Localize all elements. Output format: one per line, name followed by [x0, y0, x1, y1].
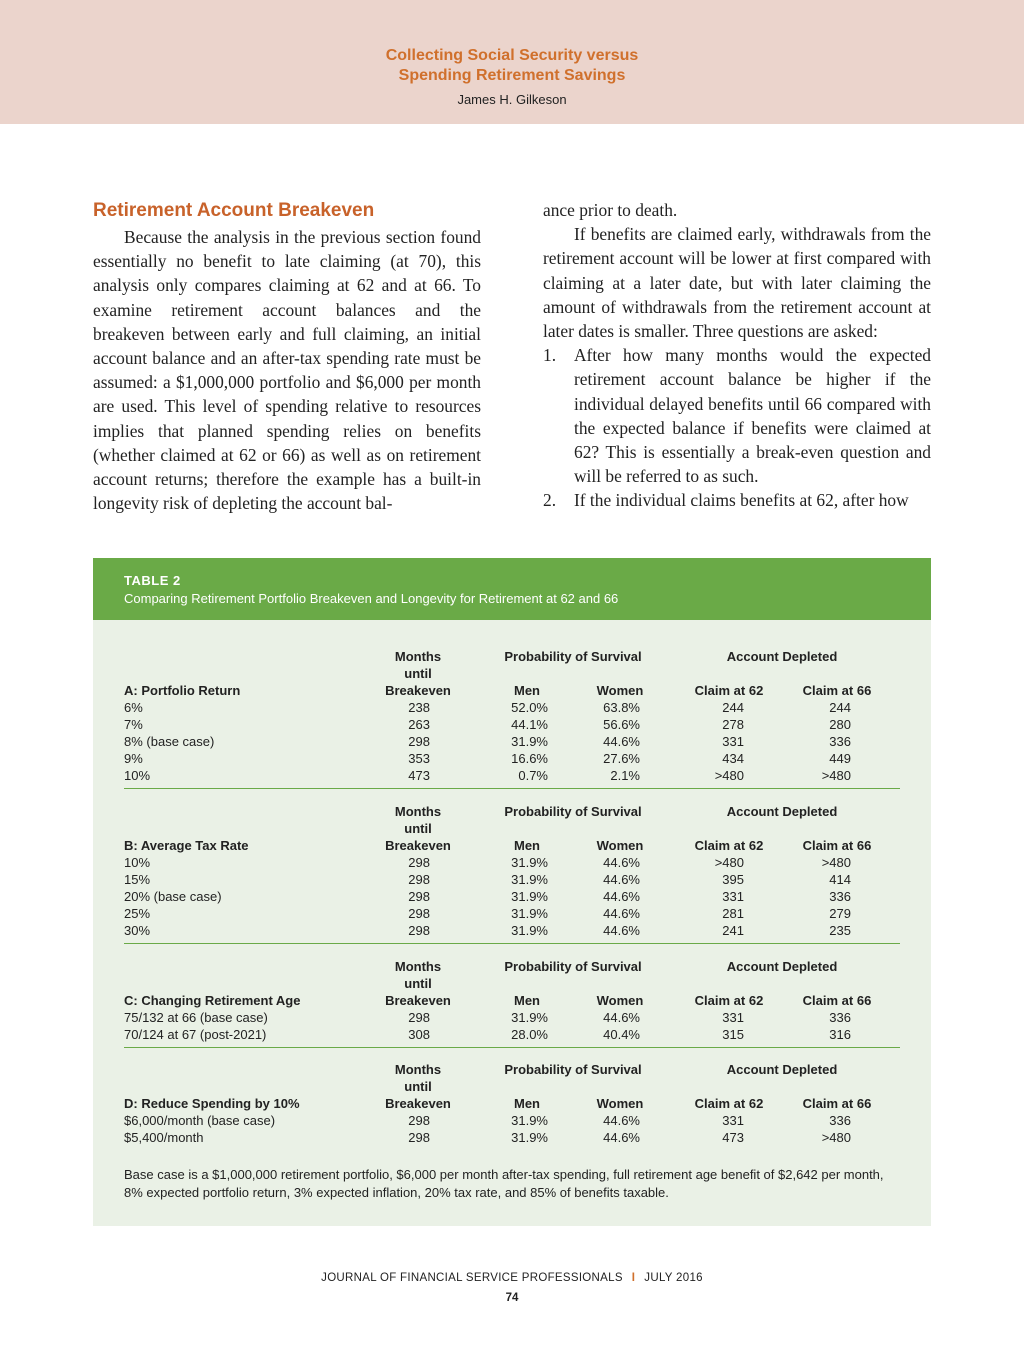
claim-66-value: 316 [829, 1027, 851, 1042]
journal-name: JOURNAL OF FINANCIAL SERVICE PROFESSIONALS [321, 1272, 623, 1284]
claim-62-header: Claim at 62 [694, 1096, 764, 1111]
claim-66-value: 235 [829, 923, 851, 938]
list-item [543, 488, 931, 512]
months-header: Months [394, 804, 442, 819]
women-value: 44.6% [603, 734, 640, 749]
months-value: 473 [408, 768, 430, 783]
months-header: Breakeven [385, 1096, 451, 1111]
claim-62-header: Claim at 62 [694, 838, 764, 853]
months-value: 353 [408, 751, 430, 766]
claim-62-header: Claim at 62 [694, 683, 764, 698]
list-number: 1. [543, 345, 557, 366]
months-value: 308 [408, 1027, 430, 1042]
row-label: 9% [124, 751, 143, 766]
men-value: 52.0% [511, 700, 548, 715]
row-label: 7% [124, 717, 143, 732]
row-label: 25% [124, 906, 151, 921]
list-item [543, 343, 931, 488]
account-depleted-header: Account Depleted [726, 649, 838, 664]
section-label: B: Average Tax Rate [124, 838, 249, 853]
men-value: 31.9% [511, 906, 548, 921]
women-value: 44.6% [603, 855, 640, 870]
men-value: 44.1% [511, 717, 548, 732]
section-divider [124, 943, 900, 944]
footer [0, 1272, 1024, 1284]
account-depleted-header: Account Depleted [726, 1062, 838, 1077]
left-paragraph: Because the analysis in the previous section found essentially no benefit to late claiming (at 70), this analysis only compares claiming at 62 and at 66. To examine retirement account balances and the breakeven between early and full claiming, an initial account balance and an after-tax spending rate must be assumed: a $1,000,000 portfolio and $6,000 per month are used. This level of spending relative to resources implies that planned spending relies on benefits (whether claimed at 62 or 66) as well as on retirement account returns; therefore the example has a built-in longevity risk of depleting the account bal- [93, 227, 481, 514]
section-heading: Retirement Account Breakeven [93, 200, 375, 221]
claim-62-value: 278 [722, 717, 744, 732]
claim-66-header: Claim at 66 [802, 1096, 872, 1111]
women-value: 40.4% [603, 1027, 640, 1042]
men-value: 16.6% [511, 751, 548, 766]
claim-66-header: Claim at 66 [802, 993, 872, 1008]
women-value: 44.6% [603, 906, 640, 921]
months-header: until [404, 1079, 432, 1094]
row-label: 8% (base case) [124, 734, 215, 749]
months-value: 298 [408, 1010, 430, 1025]
list-text: After how many months would the expected retirement account balance be higher if the individual delayed benefits until 66 compared with the expected balance if benefits were claimed at 62? This is essentially a break-even question and will be referred to as such. [574, 345, 931, 487]
months-header: Months [394, 649, 442, 664]
months-value: 298 [408, 734, 430, 749]
men-value: 31.9% [511, 1010, 548, 1025]
women-value: 56.6% [603, 717, 640, 732]
months-value: 298 [408, 1113, 430, 1128]
claim-66-value: 280 [829, 717, 851, 732]
claim-62-value: 434 [722, 751, 744, 766]
section-divider [124, 788, 900, 789]
men-value: 31.9% [511, 855, 548, 870]
probability-header: Probability of Survival [504, 959, 642, 974]
claim-62-value: 331 [722, 1113, 744, 1128]
women-header: Women [596, 838, 644, 853]
claim-66-value: 336 [829, 889, 851, 904]
claim-62-value: 241 [722, 923, 744, 938]
row-label: 20% (base case) [124, 889, 222, 904]
claim-62-value: 281 [722, 906, 744, 921]
claim-66-value: 336 [829, 734, 851, 749]
row-label: 10% [124, 855, 151, 870]
men-value: 31.9% [511, 1130, 548, 1145]
header-title-line2: Spending Retirement Savings [398, 67, 626, 84]
claim-66-value: >480 [821, 1130, 851, 1145]
women-header: Women [596, 993, 644, 1008]
row-label: $6,000/month (base case) [124, 1113, 276, 1128]
months-value: 298 [408, 855, 430, 870]
women-value: 44.6% [603, 889, 640, 904]
row-label: 75/132 at 66 (base case) [124, 1010, 268, 1025]
months-header: until [404, 666, 432, 681]
claim-62-value: 331 [722, 1010, 744, 1025]
footer-separator: I [631, 1272, 636, 1284]
claim-66-value: 414 [829, 872, 851, 887]
table-label: TABLE 2 [124, 573, 181, 588]
account-depleted-header: Account Depleted [726, 959, 838, 974]
men-value: 31.9% [511, 1113, 548, 1128]
table-note: Base case is a $1,000,000 retirement portfolio, $6,000 per month after-tax spending, full retirement age benefit of $2,642 per month, 8% expected portfolio return, 3% expected inflation, 20% tax rate, and 85% of benefits taxable. [124, 1167, 884, 1200]
claim-66-value: 449 [829, 751, 851, 766]
claim-66-value: >480 [821, 855, 851, 870]
months-header: Breakeven [385, 683, 451, 698]
row-label: 6% [124, 700, 143, 715]
men-value: 31.9% [511, 889, 548, 904]
women-value: 44.6% [603, 923, 640, 938]
men-header: Men [514, 838, 540, 853]
table-banner [93, 558, 931, 620]
women-header: Women [596, 1096, 644, 1111]
list-text: If the individual claims benefits at 62, after how [574, 490, 909, 511]
men-value: 0.7% [518, 768, 548, 783]
probability-header: Probability of Survival [504, 649, 642, 664]
section-label: D: Reduce Spending by 10% [124, 1096, 300, 1111]
months-value: 238 [408, 700, 430, 715]
claim-62-value: 331 [722, 889, 744, 904]
claim-62-value: 331 [722, 734, 744, 749]
men-value: 28.0% [511, 1027, 548, 1042]
months-header: Breakeven [385, 838, 451, 853]
men-header: Men [514, 1096, 540, 1111]
women-value: 44.6% [603, 872, 640, 887]
row-label: $5,400/month [124, 1130, 204, 1145]
row-label: 70/124 at 67 (post-2021) [124, 1027, 267, 1042]
men-value: 31.9% [511, 923, 548, 938]
row-label: 30% [124, 923, 151, 938]
account-depleted-header: Account Depleted [726, 804, 838, 819]
men-header: Men [514, 683, 540, 698]
months-header: Breakeven [385, 993, 451, 1008]
claim-62-value: >480 [714, 855, 744, 870]
issue-date: JULY 2016 [644, 1272, 703, 1284]
claim-66-value: 336 [829, 1010, 851, 1025]
months-value: 298 [408, 889, 430, 904]
months-value: 298 [408, 1130, 430, 1145]
list-number: 2. [543, 490, 557, 511]
months-header: Months [394, 959, 442, 974]
claim-62-header: Claim at 62 [694, 993, 764, 1008]
probability-header: Probability of Survival [504, 804, 642, 819]
table-title: Comparing Retirement Portfolio Breakeven and Longevity for Retirement at 62 and 66 [124, 591, 619, 606]
row-label: 10% [124, 768, 151, 783]
claim-66-value: >480 [821, 768, 851, 783]
women-value: 44.6% [603, 1113, 640, 1128]
claim-62-value: 244 [722, 700, 744, 715]
header-author: James H. Gilkeson [457, 92, 567, 107]
claim-66-value: 279 [829, 906, 851, 921]
claim-66-value: 336 [829, 1113, 851, 1128]
right-column [543, 198, 931, 513]
months-value: 298 [408, 923, 430, 938]
section-divider [124, 1047, 900, 1048]
men-header: Men [514, 993, 540, 1008]
women-header: Women [596, 683, 644, 698]
running-header [0, 0, 1024, 124]
women-value: 27.6% [603, 751, 640, 766]
probability-header: Probability of Survival [504, 1062, 642, 1077]
women-value: 44.6% [603, 1010, 640, 1025]
section-label: A: Portfolio Return [124, 683, 241, 698]
women-value: 44.6% [603, 1130, 640, 1145]
claim-66-header: Claim at 66 [802, 838, 872, 853]
months-value: 298 [408, 906, 430, 921]
claim-66-value: 244 [829, 700, 851, 715]
page-number: 74 [505, 1292, 519, 1304]
women-value: 63.8% [603, 700, 640, 715]
table-2 [93, 558, 931, 1226]
claim-62-value: 315 [722, 1027, 744, 1042]
row-label: 15% [124, 872, 151, 887]
months-header: until [404, 976, 432, 991]
men-value: 31.9% [511, 734, 548, 749]
claim-62-value: >480 [714, 768, 744, 783]
months-header: until [404, 821, 432, 836]
claim-66-header: Claim at 66 [802, 683, 872, 698]
months-header: Months [394, 1062, 442, 1077]
months-value: 298 [408, 872, 430, 887]
right-paragraph: If benefits are claimed early, withdrawals from the retirement account will be lower at first compared with claiming at a later date, but with later claiming the amount of withdrawals from the retirement account at later dates is smaller. Three questions are asked: [543, 224, 931, 342]
women-value: 2.1% [610, 768, 640, 783]
header-title-line1: Collecting Social Security versus [385, 47, 639, 64]
claim-62-value: 473 [722, 1130, 744, 1145]
continuation-text: ance prior to death. [543, 200, 678, 220]
months-value: 263 [408, 717, 430, 732]
section-label: C: Changing Retirement Age [124, 993, 301, 1008]
men-value: 31.9% [511, 872, 548, 887]
claim-62-value: 395 [722, 872, 744, 887]
left-column [93, 225, 481, 515]
